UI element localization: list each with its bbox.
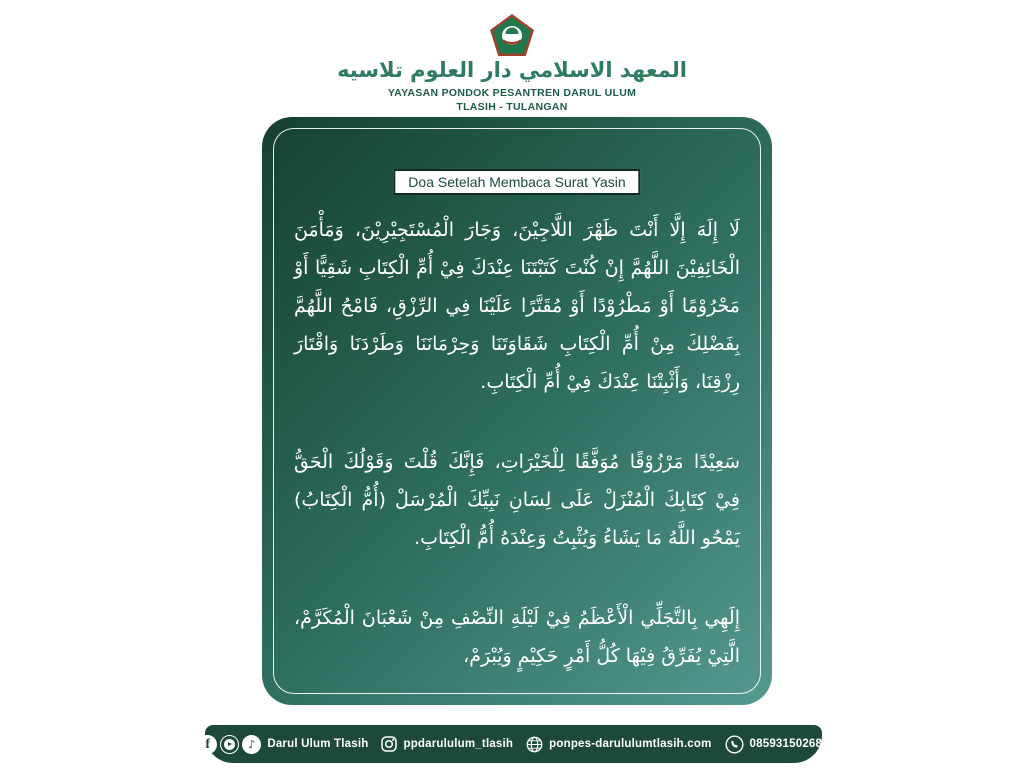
- youtube-icon: [220, 735, 239, 754]
- globe-icon: [526, 736, 543, 753]
- website-contact: [526, 736, 711, 753]
- instagram-contact: [381, 736, 513, 752]
- prayer-paragraph-2: سَعِيْدًا مَرْزُوْقًا مُوَفَّقًا لِلْخَيْرَاتِ، فَإِنَّكَ قُلْتَ وَقَوْلُكَ الْحَقُّ فِيْ كِتَابِكَ الْمُنْزَلْ عَلَى لِسَانِ نَبِيِّكَ الْمُرْسَلْ (أُمُّ الْكِتَابُ) يَمْحُو اللَّهُ مَا يَشَاءُ وَيُثْبِتُ وَعِنْدَهُ أُمُّ الْكِتَابِ.: [294, 451, 740, 549]
- social-media-contact: [198, 735, 368, 754]
- phone-contact: [725, 735, 829, 754]
- foundation-name: YAYASAN PONDOK PESANTREN DARUL ULUM: [387, 87, 637, 99]
- foundation-logo: [0, 14, 1024, 56]
- foundation-location: TLASIH - TULANGAN: [456, 101, 568, 113]
- social-icons-group: [198, 735, 261, 754]
- phone-icon: [725, 735, 744, 754]
- prayer-text-block: [294, 211, 740, 675]
- social-media-handle: Darul Ulum Tlasih: [267, 738, 369, 750]
- arabic-calligraphy-title: المعهد الاسلامي دار العلوم تلاسيه: [337, 58, 687, 82]
- prayer-title-badge: Doa Setelah Membaca Surat Yasin: [393, 169, 640, 195]
- instagram-handle: ppdarululum_tlasih: [403, 738, 514, 750]
- prayer-card: [262, 117, 772, 705]
- phone-number: 085931502683: [749, 738, 829, 750]
- prayer-paragraph-1: لَا إِلَهَ إِلَّا أَنْتَ ظَهْرَ اللَّاجِيْنَ، وَجَارَ الْمُسْتَجِيْرِيْنَ، وَمَأْمَنَ الْخَائِفِيْنَ اللَّهُمَّ إِنْ كُنْتَ كَتَبْتَنَا عِنْدَكَ فِيْ أُمِّ الْكِتَابِ شَقِيًّا أَوْ مَحْرُوْمًا أَوْ مَطْرُوْدًا أَوْ مُقَتَّرًا عَلَيْنَا فِي الرِّزْقِ، فَامْحُ اللَّهُمَّ بِفَضْلِكَ مِنْ أُمِّ الْكِتَابِ شَقَاوَتَنَا وَحِرْمَانَنَا وَطَرْدَنَا وَاقْتَارَ رِزْقِنَا، وَأَثْبِتْنَا عِنْدَكَ فِيْ أُمِّ الْكِتَابِ.: [294, 219, 740, 393]
- website-url: ponpes-darululumtlasih.com: [549, 738, 712, 750]
- instagram-icon: [381, 736, 397, 752]
- prayer-paragraph-3: إِلَهِي بِالتَّجَلِّي الْأَعْظَمُ فِيْ لَيْلَةِ النِّصْفِ مِنْ شَعْبَانَ الْمُكَرَّمْ، الَّتِيْ يُفَرِّقُ فِيْهَا كُلُّ أَمْرٍ حَكِيْمٍ وَيُبْرَمْ،: [294, 607, 740, 667]
- footer-contact-bar: [205, 725, 829, 763]
- pentagon-emblem-icon: [490, 14, 534, 56]
- facebook-icon: f: [198, 735, 217, 754]
- tiktok-icon: ♪: [242, 735, 261, 754]
- header: [0, 14, 1024, 113]
